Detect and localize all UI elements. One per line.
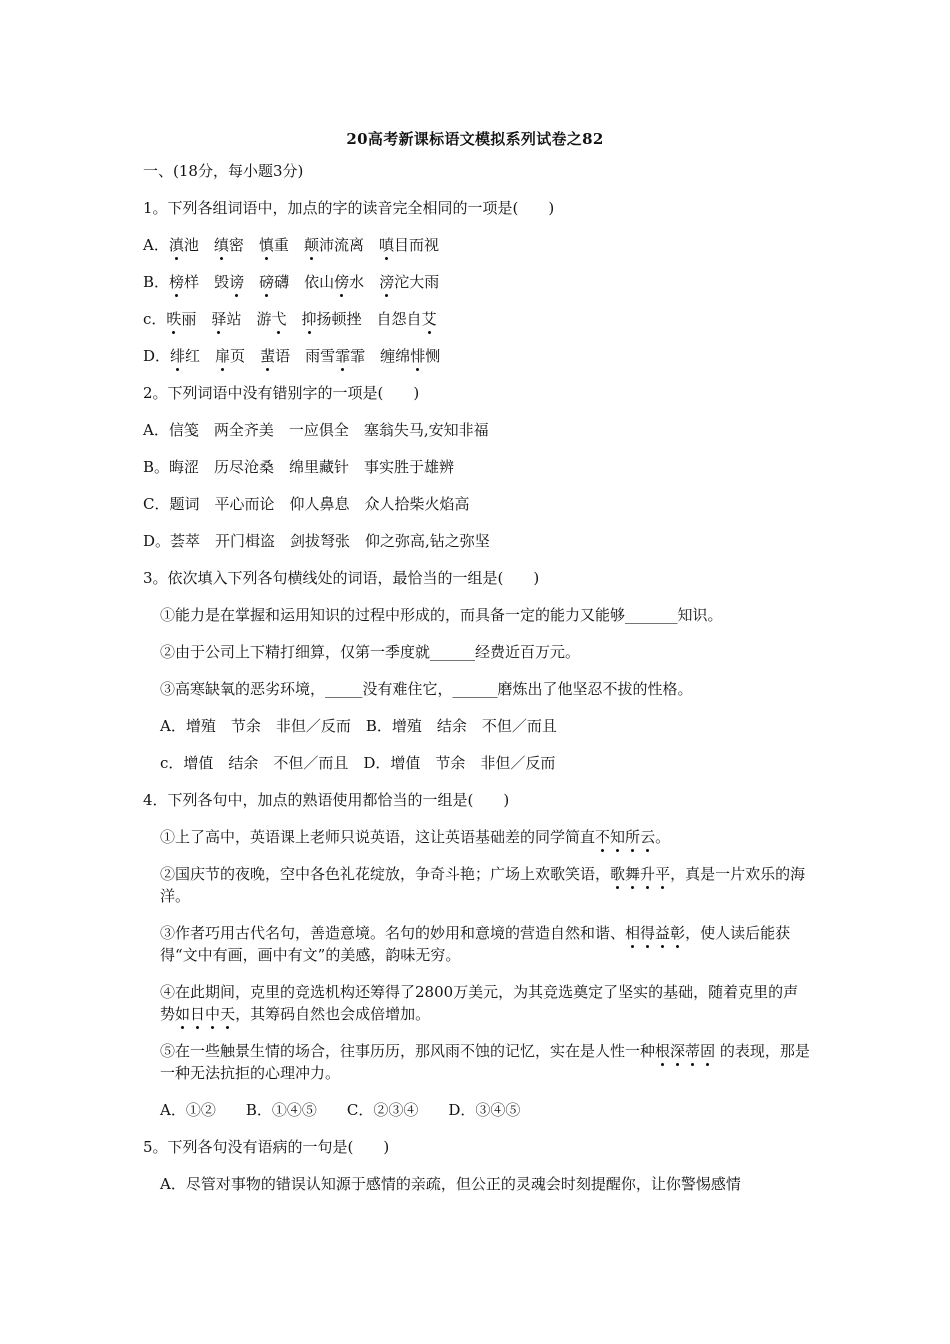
text-segment: 语 (275, 347, 306, 365)
text-segment: 5。下列各句没有语病的一句是( ) (143, 1138, 390, 1156)
text-segment: A．尽管对事物的错误认知源于感情的亲疏，但公正的灵魂会时刻提醒你，让你警惕感情 (160, 1175, 741, 1193)
emphasis-dotted-char: 榜 (169, 273, 185, 291)
text-segment: 2。下列词语中没有错别字的一项是( ) (143, 384, 420, 402)
text-line (143, 530, 813, 552)
text-segment: 自怨自 (376, 310, 422, 328)
text-line (143, 641, 813, 663)
text-segment: 页 (230, 347, 261, 365)
emphasis-dotted-char: 益 (655, 924, 671, 942)
text-line (143, 382, 813, 404)
emphasis-dotted-char: 日 (190, 1005, 206, 1023)
text-segment: 样 (184, 273, 215, 291)
emphasis-dotted-char: 滇 (168, 236, 184, 254)
text-segment: 恻 (425, 347, 441, 365)
emphasis-dotted-char: 绯 (170, 347, 186, 365)
text-segment: 雨雪 (305, 347, 336, 365)
text-line (143, 160, 813, 182)
emphasis-dotted-char: 平 (655, 865, 671, 883)
emphasis-dotted-char: 磅 (259, 273, 275, 291)
emphasis-dotted-char: 如 (175, 1005, 191, 1023)
text-line (143, 863, 813, 907)
emphasis-dotted-char: 舞 (625, 865, 641, 883)
text-line (143, 678, 813, 700)
text-segment (287, 310, 302, 328)
text-segment: 扬顿挫 (316, 310, 377, 328)
text-segment: ①能力是在掌握和运用知识的过程中形成的，而具备一定的能力又能够_______知识。 (160, 606, 723, 624)
text-segment: ④在此期间，克里的竞选机构还筹得了2800万美元，为其竞选奠定了坚实的基础，随着克里的声势 (160, 983, 799, 1023)
text-line (143, 1136, 813, 1158)
emphasis-dotted-char: 艾 (421, 310, 437, 328)
text-segment: 3。依次填入下列各句横线处的词语，最恰当的一组是( ) (143, 569, 540, 587)
text-segment: 站 (226, 310, 257, 328)
text-segment: ⑤在一些触景生情的场合，往事历历，那风雨不蚀的记忆，实在是人性一种 (160, 1042, 656, 1060)
text-segment: 红 (185, 347, 216, 365)
text-segment: D． (143, 347, 171, 365)
emphasis-dotted-char: 缜 (213, 236, 229, 254)
text-line (143, 1173, 813, 1195)
text-segment: 霏 (350, 347, 381, 365)
emphasis-dotted-char: 驿 (211, 310, 227, 328)
text-segment: A．信笺 两全齐美 一应俱全 塞翁失马,安知非福 (143, 421, 489, 439)
text-line (143, 922, 813, 966)
text-segment: ②国庆节的夜晚，空中各色礼花绽放，争奇斗艳；广场上欢歌笑语， (160, 865, 611, 883)
emphasis-dotted-char: 彰 (670, 924, 686, 942)
text-segment (244, 273, 259, 291)
emphasis-dotted-char: 蜚 (260, 347, 276, 365)
emphasis-dotted-char: 深 (670, 1042, 686, 1060)
emphasis-dotted-char: 云 (640, 828, 656, 846)
text-segment: B． (143, 273, 170, 291)
text-segment: 4．下列各句中，加点的熟语使用都恰当的一组是( ) (143, 791, 510, 809)
emphasis-dotted-char: 抑 (301, 310, 317, 328)
emphasis-dotted-char: 慎 (258, 236, 274, 254)
text-line (143, 752, 813, 774)
emphasis-dotted-char: 颠 (303, 236, 319, 254)
text-line (143, 234, 813, 256)
text-segment: 游 (256, 310, 272, 328)
emphasis-dotted-char: 中 (205, 1005, 221, 1023)
emphasis-dotted-char: 固 (700, 1042, 716, 1060)
emphasis-dotted-char: 滂 (379, 273, 395, 291)
text-segment: 1。下列各组词语中，加点的字的读音完全相同的一项是( ) (143, 199, 555, 217)
emphasis-dotted-char: 扉 (215, 347, 231, 365)
text-line (143, 604, 813, 626)
text-segment: ，真是一片欢乐的海洋。 (160, 865, 806, 905)
text-segment: ①上了高中，英语课上老师只说英语，这让英语基础差的同学简直 (160, 828, 596, 846)
text-segment: 丽 (181, 310, 212, 328)
text-segment: 密 (228, 236, 259, 254)
text-line (143, 419, 813, 441)
text-segment: 依山 (304, 273, 335, 291)
text-line (143, 493, 813, 515)
text-line (143, 789, 813, 811)
emphasis-dotted-char: 根 (655, 1042, 671, 1060)
text-segment: D。荟萃 开门楫盗 剑拔弩张 仰之弥高,钻之弥坚 (143, 532, 490, 550)
emphasis-dotted-char: 霏 (335, 347, 351, 365)
emphasis-dotted-char: 所 (625, 828, 641, 846)
text-segment: 毁 (214, 273, 230, 291)
text-line (143, 1040, 813, 1084)
text-line (143, 826, 813, 848)
emphasis-dotted-char: 升 (640, 865, 656, 883)
text-segment: 。 (655, 828, 671, 846)
text-line (143, 308, 813, 330)
text-segment: 重 (273, 236, 304, 254)
text-line (143, 1099, 813, 1121)
text-segment: 一、(18分，每小题3分) (143, 162, 304, 180)
text-segment: C．题词 平心而论 仰人鼻息 众人拾柴火焰高 (143, 495, 470, 513)
text-segment: 的表现，那是一种无法抗拒的心理冲力。 (160, 1042, 810, 1082)
text-segment: ，其筹码自然也会成倍增加。 (235, 1005, 431, 1023)
emphasis-dotted-char: 不 (595, 828, 611, 846)
text-segment: ②由于公司上下精打细算，仅第一季度就______经费近百万元。 (160, 643, 581, 661)
emphasis-dotted-char: 得 (640, 924, 656, 942)
emphasis-dotted-char: 谤 (229, 273, 245, 291)
emphasis-dotted-char: 悱 (410, 347, 426, 365)
text-line (143, 197, 813, 219)
emphasis-dotted-char: 傍 (334, 273, 350, 291)
emphasis-dotted-char: 天 (220, 1005, 236, 1023)
text-segment: 沱大雨 (394, 273, 440, 291)
text-segment: 目而视 (393, 236, 439, 254)
text-segment: ③作者巧用古代名句，善造意境。名句的妙用和意境的营造自然和谐、 (160, 924, 626, 942)
document-title: 20高考新课标语文模拟系列试卷之82 (346, 130, 604, 148)
text-segment: A． (143, 236, 169, 254)
emphasis-dotted-char: 嗔 (378, 236, 394, 254)
text-line (143, 345, 813, 367)
text-segment: 池 (183, 236, 214, 254)
text-segment: ，使人读后能获得“文中有画，画中有文”的美感，韵味无穷。 (160, 924, 791, 964)
text-segment: 水 (349, 273, 380, 291)
text-line (143, 567, 813, 589)
document-body (143, 160, 813, 1210)
text-segment: A．增殖 节余 非但／反而 B．增殖 结余 不但／而且 (160, 717, 557, 735)
text-line (143, 456, 813, 478)
text-segment: ③高寒缺氧的恶劣环境，_____没有难住它，______磨炼出了他坚忍不拔的性格。 (160, 680, 693, 698)
text-line (143, 271, 813, 293)
text-segment: A．①② B．①④⑤ C．②③④ D．③④⑤ (160, 1101, 521, 1119)
emphasis-dotted-char: 蒂 (685, 1042, 701, 1060)
text-segment: c． (143, 310, 167, 328)
emphasis-dotted-char: 知 (610, 828, 626, 846)
text-line (143, 981, 813, 1025)
text-segment: B。晦涩 历尽沧桑 绵里藏针 事实胜于雄辨 (143, 458, 455, 476)
emphasis-dotted-char: 歌 (610, 865, 626, 883)
emphasis-dotted-char: 相 (625, 924, 641, 942)
text-line (143, 715, 813, 737)
emphasis-dotted-char: 弋 (271, 310, 287, 328)
emphasis-dotted-char: 昳 (166, 310, 182, 328)
text-segment: c．增值 结余 不但／而且 D．增值 节余 非但／反而 (160, 754, 556, 772)
text-segment: 礴 (274, 273, 305, 291)
text-segment: 缠绵 (380, 347, 411, 365)
text-segment: 沛流离 (318, 236, 379, 254)
